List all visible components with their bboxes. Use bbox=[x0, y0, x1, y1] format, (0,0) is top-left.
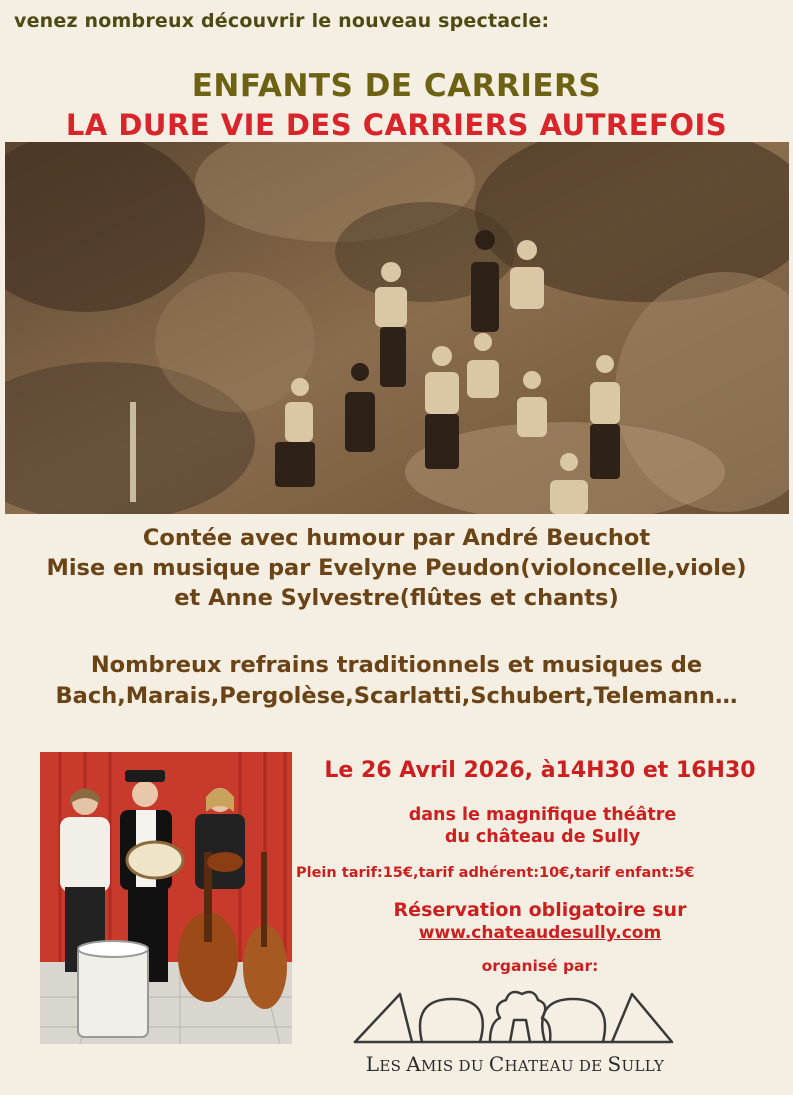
assoc-word: MIS DU bbox=[420, 1057, 489, 1075]
venue-line: dans le magnifique théâtre bbox=[408, 805, 677, 825]
assoc-initial: L bbox=[365, 1052, 380, 1076]
credit-line: Mise en musique par Evelyne Peudon(violoncelle,viole) bbox=[46, 555, 747, 581]
assoc-word: ULLY bbox=[621, 1057, 665, 1075]
credit-line: Contée avec humour par André Beuchot bbox=[142, 525, 651, 551]
intro-text: venez nombreux découvrir le nouveau spectacle: bbox=[14, 10, 550, 32]
music-block bbox=[0, 650, 793, 712]
organizer-label: organisé par: bbox=[481, 957, 599, 975]
show-subtitle: LA DURE VIE DES CARRIERS AUTREFOIS bbox=[65, 108, 728, 142]
assoc-initial: S bbox=[607, 1052, 622, 1076]
musicians-photo bbox=[40, 752, 292, 1044]
show-title: ENFANTS DE CARRIERS bbox=[191, 68, 602, 104]
association-name bbox=[330, 1052, 700, 1076]
credits-block bbox=[0, 523, 793, 613]
music-line: Bach,Marais,Pergolèse,Scarlatti,Schubert,Telemann… bbox=[55, 683, 738, 709]
assoc-word: HATEAU DE bbox=[504, 1057, 608, 1075]
event-date: Le 26 Avril 2026, à14H30 et 16H30 bbox=[324, 758, 756, 783]
website-link[interactable]: www.chateaudesully.com bbox=[418, 923, 662, 943]
credit-line: et Anne Sylvestre(flûtes et chants) bbox=[174, 585, 619, 611]
event-venue bbox=[360, 804, 725, 848]
quarry-workers-photo bbox=[5, 142, 789, 514]
assoc-initial: A bbox=[406, 1052, 421, 1076]
assoc-initial: C bbox=[488, 1052, 505, 1076]
reservation-block bbox=[330, 899, 750, 944]
ticket-prices: Plein tarif:15€,tarif adhérent:10€,tarif enfant:5€ bbox=[296, 865, 695, 881]
reservation-text: Réservation obligatoire sur bbox=[393, 899, 687, 921]
venue-line: du château de Sully bbox=[444, 827, 641, 847]
association-logo bbox=[350, 984, 680, 1046]
assoc-word: ES bbox=[379, 1057, 407, 1075]
music-line: Nombreux refrains traditionnels et musiques de bbox=[90, 652, 703, 678]
